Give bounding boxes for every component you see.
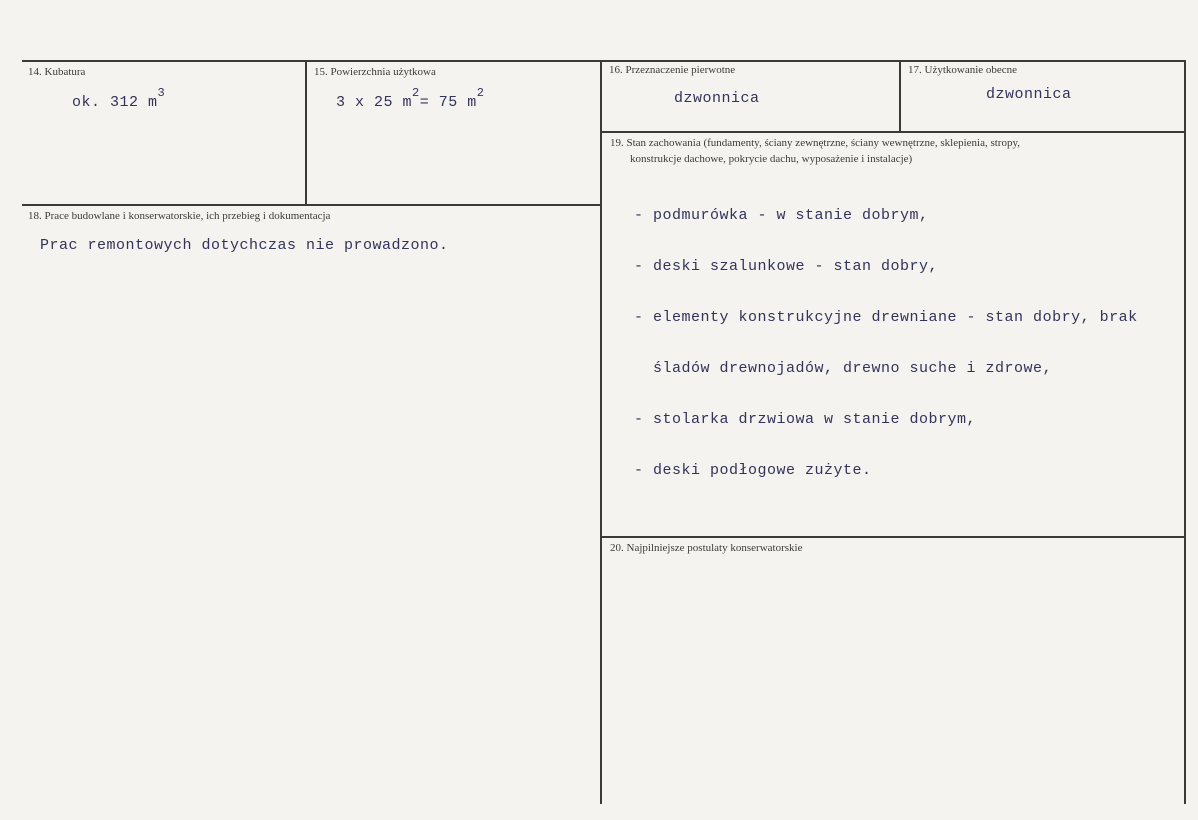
- field-20-label: 20. Najpilniejsze postulaty konserwatorskie: [610, 542, 803, 554]
- center-vertical-line: [600, 60, 602, 804]
- list-item: - deski szalunkowe - stan dobry,: [634, 258, 939, 275]
- list-item: - elementy konstrukcyjne drewniane - stan dobry, brak: [634, 309, 1138, 326]
- list-item: - deski podłogowe zużyte.: [634, 462, 872, 479]
- row1-divider-left: [22, 204, 601, 206]
- field-15-label: 15. Powierzchnia użytkowa: [314, 66, 436, 78]
- field-18-label: 18. Prace budowlane i konserwatorskie, ich przebieg i dokumentacja: [28, 210, 331, 222]
- col16-17-divider: [899, 60, 901, 131]
- field-17-value: dzwonnica: [986, 86, 1072, 103]
- field-17-label: 17. Użytkowanie obecne: [908, 64, 1018, 76]
- list-item: - podmurówka - w stanie dobrym,: [634, 207, 929, 224]
- field-16-value: dzwonnica: [674, 90, 760, 107]
- list-item: - stolarka drzwiowa w stanie dobrym,: [634, 411, 977, 428]
- field-19-condition-list: [634, 173, 1138, 496]
- field-19-label-line1: 19. Stan zachowania (fundamenty, ściany zewnętrzne, ściany wewnętrzne, sklepienia, stropy,: [610, 137, 1021, 149]
- row1-divider-right: [601, 131, 1186, 133]
- row3-divider-right: [601, 536, 1186, 538]
- field-14-value: ok. 312 $m^3$: [72, 86, 166, 111]
- field-15-value: 3 x 25 $m^2= 75$ $m^2$: [336, 86, 485, 111]
- field-19-label-line2: konstrukcje dachowe, pokrycie dachu, wyposażenie i instalacje): [630, 153, 913, 165]
- right-border-line: [1184, 60, 1186, 804]
- field-16-label: 16. Przeznaczenie pierwotne: [609, 64, 736, 76]
- col14-15-divider: [305, 60, 307, 204]
- field-14-label: 14. Kubatura: [28, 66, 86, 78]
- list-item: śladów drewnojadów, drewno suche i zdrowe,: [634, 360, 1053, 377]
- field-18-value: Prac remontowych dotychczas nie prowadzono.: [40, 237, 449, 254]
